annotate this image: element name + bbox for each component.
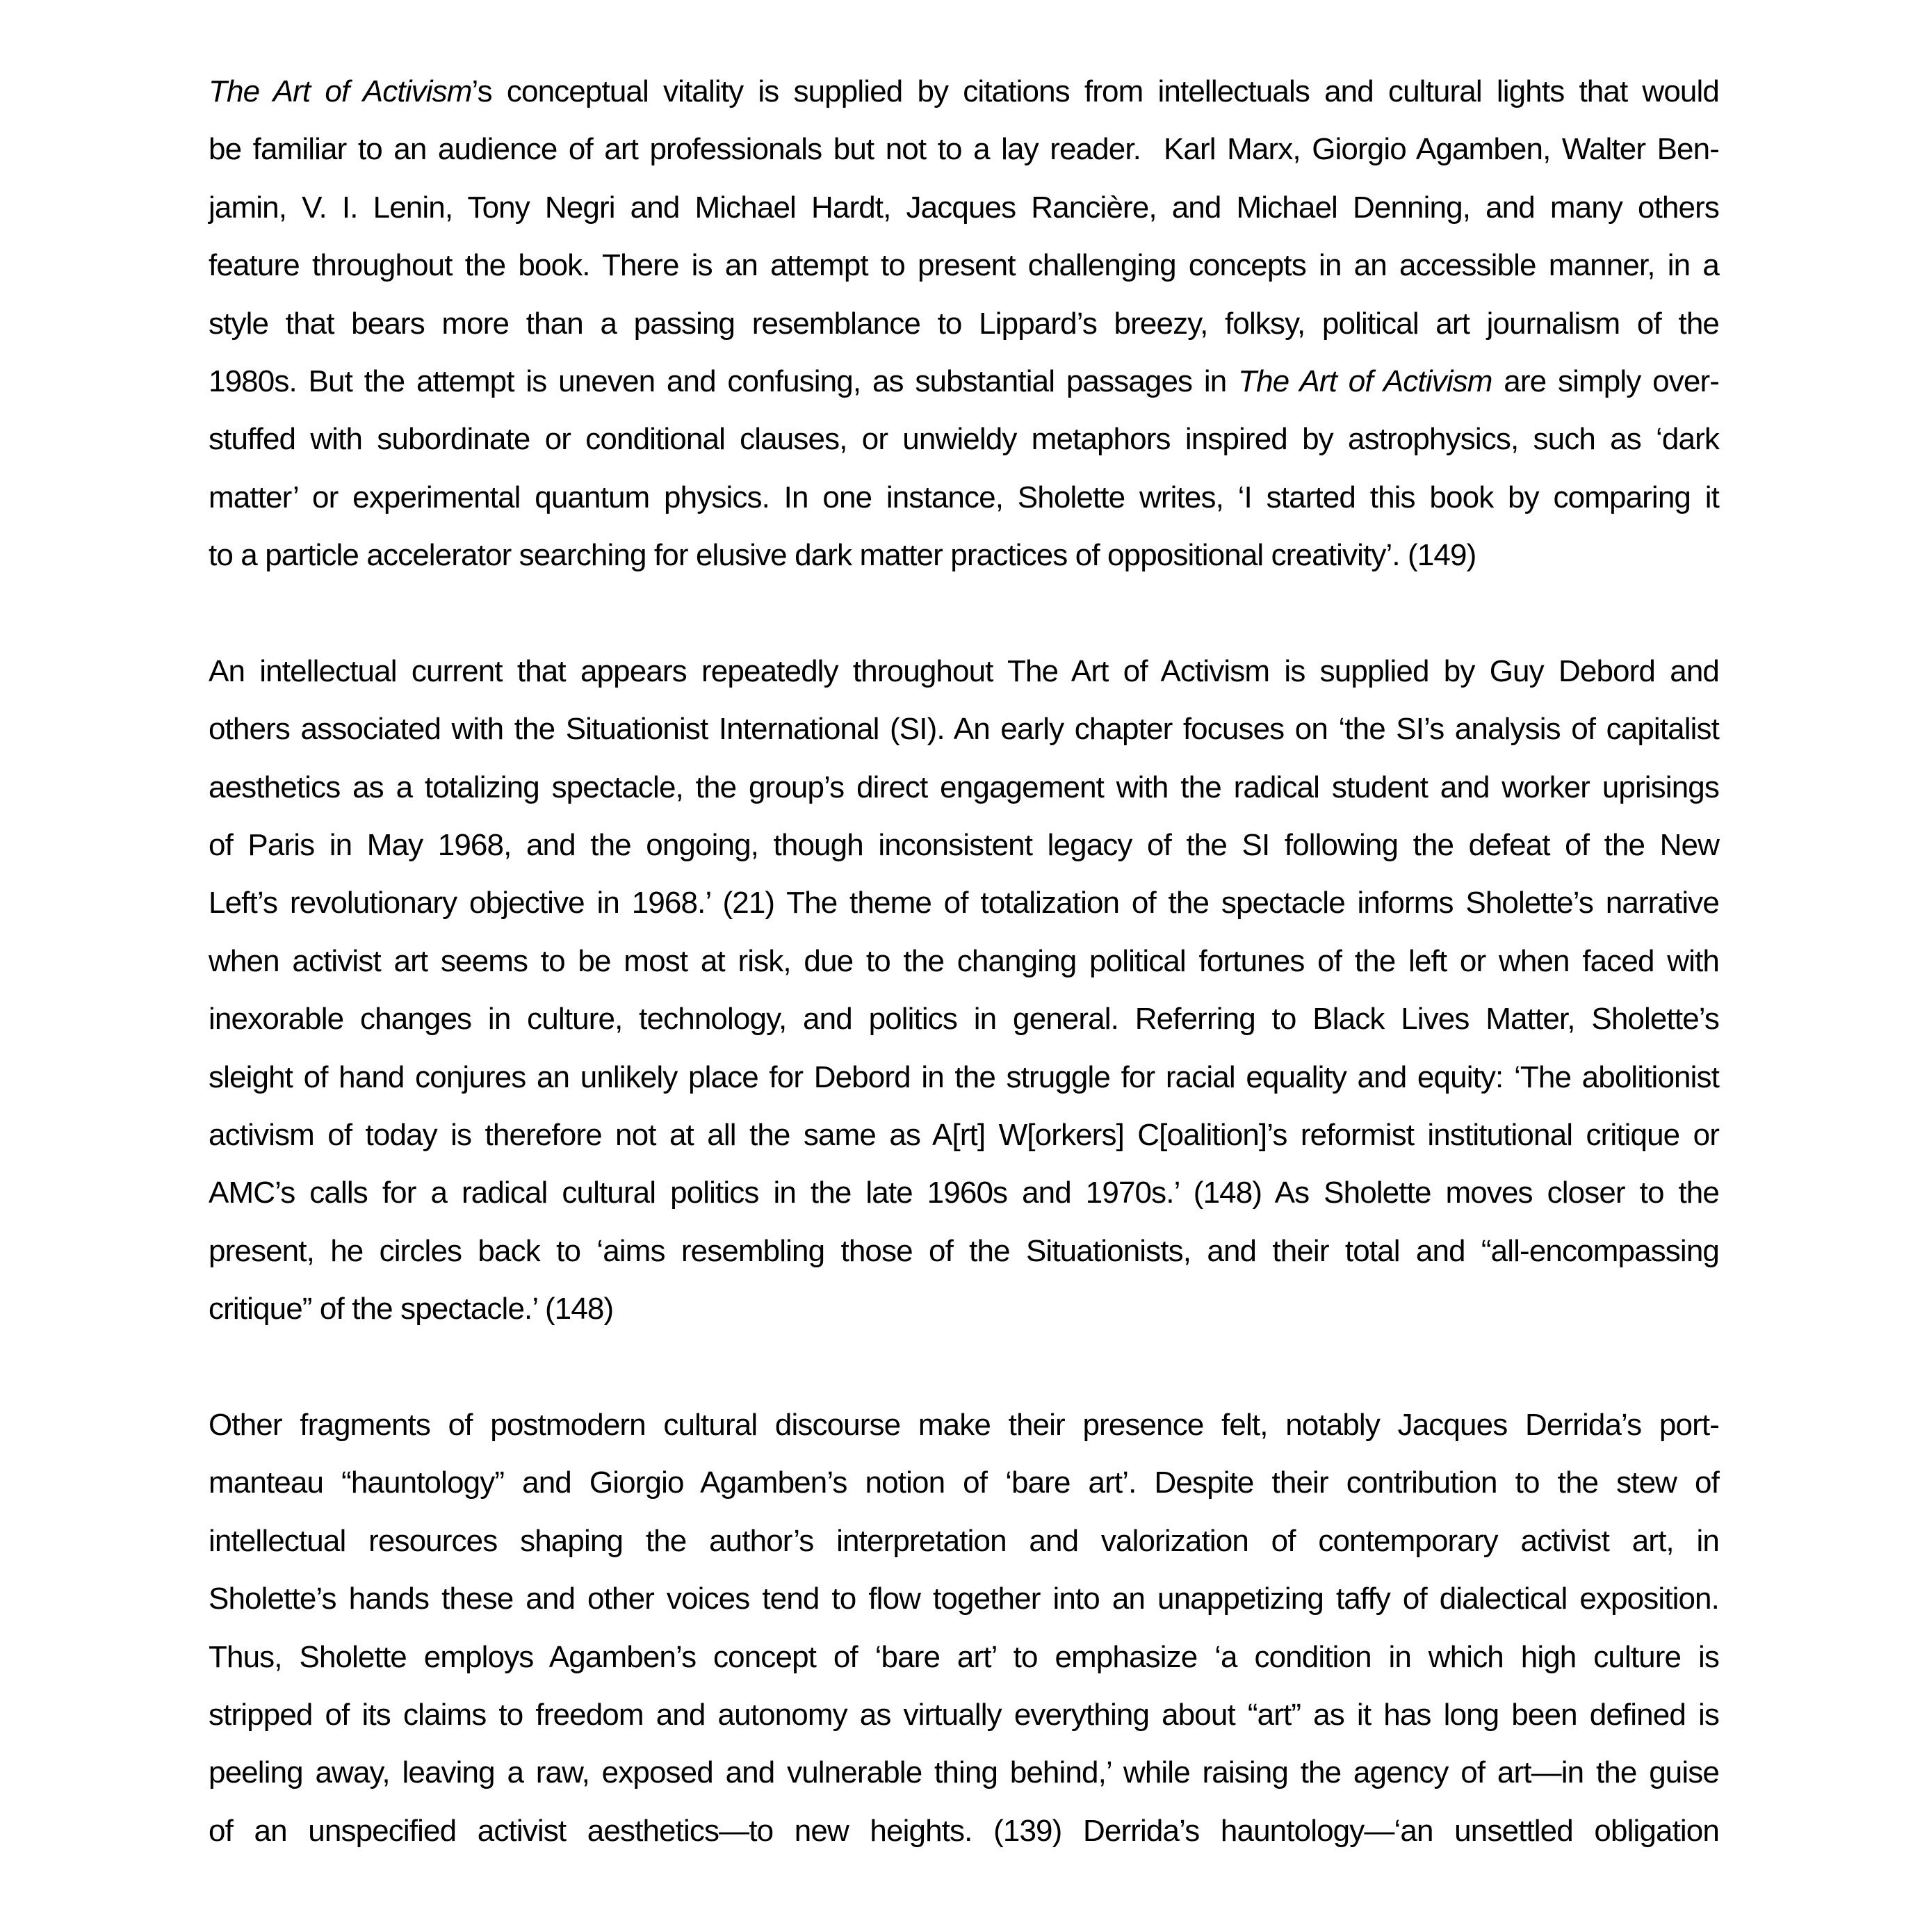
text-segment: when activist art seems to be most at risk, due to the changing political fortunes of the left or when faced with: [209, 943, 1719, 978]
text-line: [209, 179, 1719, 236]
text-line: [209, 410, 1719, 468]
text-segment: be familiar to an audience of art professionals but not to a lay reader. Karl Marx, Giorgio Agamben, Walter Ben-: [209, 132, 1719, 167]
text-line: [209, 63, 1719, 120]
text-segment: stuffed with subordinate or conditional clauses, or unwieldy metaphors inspired by astrophysics, such as ‘dark: [209, 422, 1719, 457]
text-segment: Other fragments of postmodern cultural discourse make their presence felt, notably Jacques Derrida’s port-: [209, 1407, 1719, 1442]
book-title-italic: The Art of Activism: [209, 74, 472, 108]
text-segment: ’s conceptual vitality is supplied by citations from intellectuals and cultural lights that would: [471, 74, 1719, 108]
text-segment: present, he circles back to ‘aims resembling those of the Situationists, and their total and “all-encompassing: [209, 1233, 1719, 1268]
text-segment: feature throughout the book. There is an attempt to present challenging concepts in an accessible manner, in a: [209, 248, 1719, 283]
text-line: [209, 1744, 1719, 1801]
text-line: [209, 642, 1719, 700]
text-segment: stripped of its claims to freedom and autonomy as virtually everything about “art” as it has long been defined is: [209, 1697, 1719, 1732]
text-line: [209, 1396, 1719, 1454]
text-segment: aesthetics as a totalizing spectacle, the group’s direct engagement with the radical student and worker uprisings: [209, 770, 1719, 804]
text-segment: inexorable changes in culture, technology, and politics in general. Referring to Black Lives Matter, Sholette’s: [209, 1002, 1719, 1037]
text-line: [209, 874, 1719, 932]
text-line: [209, 1802, 1719, 1860]
book-title-italic: The Art of Activism: [1238, 364, 1492, 398]
text-line: [209, 120, 1719, 178]
paragraph-1: [209, 63, 1719, 585]
text-line: [209, 1570, 1719, 1627]
text-line: [209, 1048, 1719, 1106]
text-segment: Left’s revolutionary objective in 1968.’ (21) The theme of totalization of the spectacle informs Sholette’s narrative: [209, 886, 1719, 920]
text-segment: Sholette’s hands these and other voices tend to flow together into an unappetizing taffy of dialectical exposition.: [209, 1582, 1719, 1616]
text-segment: of Paris in May 1968, and the ongoing, though inconsistent legacy of the SI following the defeat of the New: [209, 828, 1719, 863]
text-segment: activism of today is therefore not at all the same as A[rt] W[orkers] C[oalition]’s reformist institutional critique or: [209, 1118, 1719, 1153]
text-line: [209, 816, 1719, 874]
text-line: [209, 236, 1719, 294]
text-segment: jamin, V. I. Lenin, Tony Negri and Michael Hardt, Jacques Rancière, and Michael Denning, and many others: [209, 190, 1719, 225]
text-segment: are simply over-: [1492, 364, 1720, 398]
text-segment: peeling away, leaving a raw, exposed and vulnerable thing behind,’ while raising the agency of art—in the guise: [209, 1755, 1719, 1790]
text-line: [209, 469, 1719, 526]
text-segment: An intellectual current that appears repeatedly throughout The Art of Activism is supplied by Guy Debord and: [209, 654, 1719, 688]
text-segment: to a particle accelerator searching for elusive dark matter practices of oppositional creativity’. (149): [209, 538, 1476, 573]
text-line: [209, 990, 1719, 1048]
text-line: [209, 1454, 1719, 1511]
text-line: [209, 295, 1719, 352]
text-segment: of an unspecified activist aesthetics—to new heights. (139) Derrida’s hauntology—‘an unsettled obligation: [209, 1813, 1719, 1848]
text-segment: Thus, Sholette employs Agamben’s concept of ‘bare art’ to emphasize ‘a condition in which high culture is: [209, 1639, 1719, 1674]
text-segment: sleight of hand conjures an unlikely place for Debord in the struggle for racial equality and equity: ‘The abolitionist: [209, 1060, 1719, 1094]
text-segment: style that bears more than a passing resemblance to Lippard’s breezy, folksy, political art journalism of the: [209, 306, 1719, 341]
text-line: [209, 526, 1719, 584]
text-line: [209, 352, 1719, 410]
text-line: [209, 1106, 1719, 1164]
text-segment: intellectual resources shaping the author’s interpretation and valorization of contemporary activist art, in: [209, 1523, 1719, 1558]
document-body: [209, 63, 1719, 1860]
text-segment: manteau “hauntology” and Giorgio Agamben’s notion of ‘bare art’. Despite their contribution to the stew of: [209, 1466, 1719, 1500]
text-line: [209, 1686, 1719, 1744]
text-segment: others associated with the Situationist International (SI). An early chapter focuses on ‘the SI’s analysis of capitalist: [209, 712, 1719, 747]
text-segment: critique” of the spectacle.’ (148): [209, 1292, 614, 1326]
paragraph-3: [209, 1396, 1719, 1860]
text-line: [209, 700, 1719, 758]
text-line: [209, 1512, 1719, 1570]
text-line: [209, 1280, 1719, 1338]
text-segment: 1980s. But the attempt is uneven and confusing, as substantial passages in: [209, 364, 1239, 398]
text-line: [209, 758, 1719, 816]
text-line: [209, 1222, 1719, 1280]
text-line: [209, 1628, 1719, 1686]
text-segment: matter’ or experimental quantum physics. In one instance, Sholette writes, ‘I started this book by comparing it: [209, 480, 1719, 514]
text-segment: AMC’s calls for a radical cultural politics in the late 1960s and 1970s.’ (148) As Sholette moves closer to the: [209, 1176, 1719, 1210]
text-line: [209, 1164, 1719, 1221]
text-line: [209, 932, 1719, 990]
paragraph-2: [209, 642, 1719, 1338]
